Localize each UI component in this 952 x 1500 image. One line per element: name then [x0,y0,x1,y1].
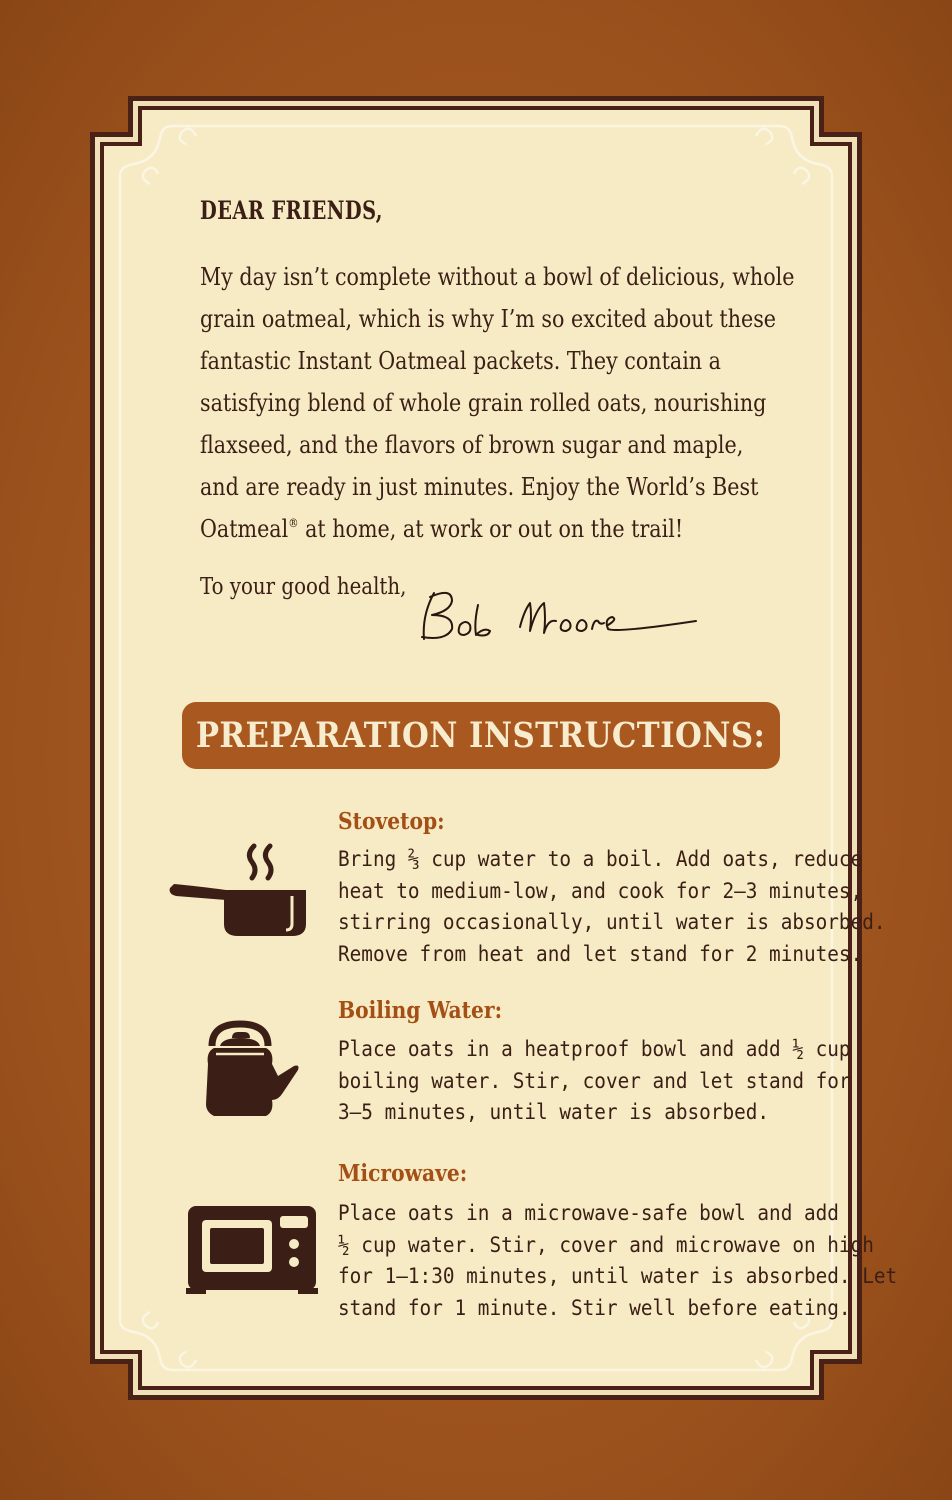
method-line: stirring occasionally, until water is absorbed. [338,910,886,935]
method-title-microwave: Microwave: [338,1160,468,1187]
letter-salutation: DEAR FRIENDS, [200,196,383,225]
method-line: 3–5 minutes, until water is absorbed. [338,1100,770,1125]
method-line: Remove from heat and let stand for 2 minutes. [338,941,863,967]
letter-line-last [200,508,759,550]
method-line: for 1–1:30 minutes, until water is absorbed. Let [338,1264,898,1289]
letter-line: and are ready in just minutes. Enjoy the World’s Best [200,473,759,501]
method-line: ½ cup water. Stir, cover and microwave on high [338,1232,874,1258]
letter-line: satisfying blend of whole grain rolled oats, nourishing [200,389,767,417]
letter-body [200,256,795,550]
microwave-icon [186,1204,318,1294]
method-line: heat to medium-low, and cook for 2–3 minutes, [338,878,863,904]
kettle-icon [202,1020,302,1120]
preparation-banner [182,702,780,769]
letter-last-post: at home, at work or out on the trail! [298,515,684,543]
letter-last-pre: Oatmeal [200,515,289,543]
signature-image [412,575,702,645]
preparation-heading: PREPARATION INSTRUCTIONS: [196,715,766,756]
method-line: boiling water. Stir, cover and let stand for [338,1068,851,1094]
method-line: stand for 1 minute. Stir well before eating. [338,1295,851,1321]
letter-line: grain oatmeal, which is why I’m so excited about these [200,305,777,333]
method-body-stovetop [338,844,886,970]
letter-line: My day isn’t complete without a bowl of delicious, whole [200,263,795,291]
method-line: Bring ⅔ cup water to a boil. Add oats, reduce [338,847,863,872]
letter-line: fantastic Instant Oatmeal packets. They contain a [200,347,721,375]
registered-mark: ® [288,516,299,530]
method-title-boiling-water: Boiling Water: [338,997,503,1024]
letter-line: flaxseed, and the flavors of brown sugar and maple, [200,431,744,459]
letter-closing: To your good health, [200,574,407,600]
method-body-boiling-water [338,1034,851,1129]
method-body-microwave [338,1198,898,1324]
method-line: Place oats in a microwave-safe bowl and add [338,1201,839,1226]
method-title-stovetop: Stovetop: [338,808,445,835]
method-line: Place oats in a heatproof bowl and add ½ cup [338,1037,851,1062]
saucepan-icon [166,840,308,940]
